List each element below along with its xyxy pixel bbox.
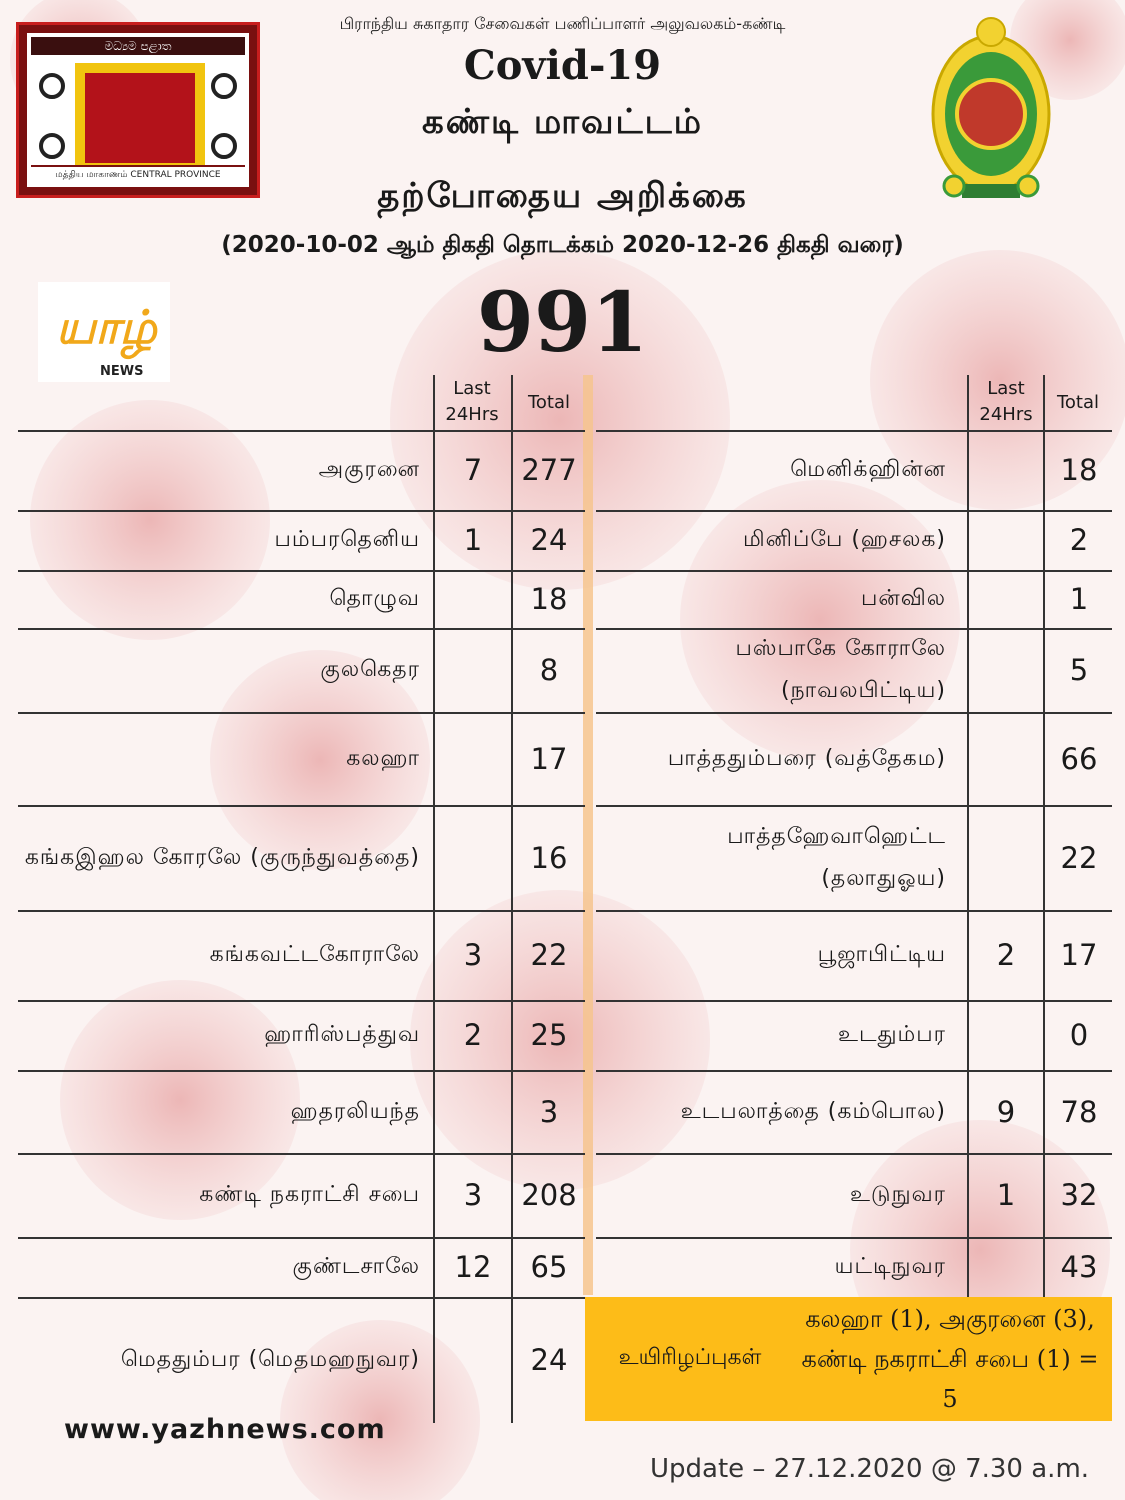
- row-divider: [18, 1297, 585, 1299]
- row-divider: [596, 805, 1112, 807]
- column-divider: [511, 375, 513, 1423]
- left-row-name: மெததும்பர (மெதமஹநுவர): [120, 1347, 420, 1372]
- left-row-total: 18: [530, 582, 568, 616]
- report-title: தற்போதைய அறிக்கை: [377, 176, 748, 216]
- row-divider: [18, 1237, 585, 1239]
- right-row-last: 1: [996, 1178, 1016, 1212]
- left-row-name: குண்டசாலே: [292, 1254, 420, 1279]
- right-row-last: 2: [996, 938, 1016, 972]
- left-row-total: 65: [530, 1250, 568, 1284]
- lion-flag-icon: [75, 63, 205, 173]
- right-row-last: [968, 510, 1044, 570]
- left-row-last: [434, 805, 512, 910]
- left-row-name: குலகெதர: [320, 657, 420, 682]
- row-divider: [18, 1070, 585, 1072]
- col-head-total-right: Total: [1056, 392, 1100, 413]
- right-row-total: 17: [1060, 938, 1098, 972]
- left-row-name: கண்டி நகராட்சி சபை: [199, 1182, 420, 1207]
- left-row-last: 3: [463, 938, 483, 972]
- col-head-total-left: Total: [527, 392, 571, 413]
- row-divider: [596, 1070, 1112, 1072]
- right-row-name: உடுநுவர: [849, 1182, 946, 1207]
- col-head-last-right: Last 24Hrs: [979, 378, 1033, 425]
- right-row-last: [968, 628, 1044, 712]
- left-row-name: கங்கஇஹல கோரலே (குருந்துவத்தை): [24, 844, 420, 870]
- left-row-name: கங்கவட்டகோராலே: [209, 942, 420, 967]
- website-url: www.yazhnews.com: [64, 1414, 386, 1445]
- row-divider: [18, 628, 585, 630]
- total-cases: 991: [476, 275, 649, 371]
- right-row-name: உடபலாத்தை (கம்பொல): [680, 1098, 946, 1124]
- wheel-icon: [39, 133, 65, 159]
- row-divider: [596, 570, 1112, 572]
- right-row-name: பன்வில: [861, 586, 946, 611]
- right-row-total: 0: [1069, 1018, 1089, 1052]
- right-row-total: 5: [1069, 653, 1089, 687]
- right-row-name: பஸ்பாகே கோராலே (நாவலபிட்டிய): [735, 636, 946, 703]
- central-province-logo: [16, 22, 260, 198]
- left-row-last: [434, 1070, 512, 1153]
- right-row-name: மினிப்பே (ஹசலக): [743, 527, 946, 552]
- row-divider: [18, 805, 585, 807]
- row-divider: [596, 430, 1112, 432]
- left-row-last: [434, 570, 512, 628]
- row-divider: [596, 1153, 1112, 1155]
- row-divider: [18, 510, 585, 512]
- wheel-icon: [39, 73, 65, 99]
- right-row-name: யட்டிநுவர: [834, 1254, 946, 1279]
- right-row-last: 9: [996, 1094, 1016, 1129]
- left-row-last: [434, 628, 512, 712]
- row-divider: [18, 910, 585, 912]
- left-row-total: 25: [530, 1018, 568, 1052]
- row-divider: [18, 712, 585, 714]
- right-row-total: 66: [1060, 741, 1098, 776]
- right-row-total: 22: [1060, 840, 1098, 875]
- left-row-total: 8: [539, 653, 559, 687]
- left-row-total: 208: [521, 1178, 577, 1212]
- right-row-last: [968, 570, 1044, 628]
- right-row-name: மெனிக்ஹின்ன: [790, 457, 946, 482]
- left-row-name: அகுரனை: [318, 457, 420, 482]
- left-row-last: 12: [454, 1250, 492, 1284]
- left-row-total: 17: [530, 741, 568, 776]
- right-row-total: 18: [1060, 453, 1098, 487]
- right-row-last: [968, 1000, 1044, 1070]
- row-divider: [18, 430, 585, 432]
- row-divider: [18, 570, 585, 572]
- left-row-total: 24: [530, 523, 568, 557]
- row-divider: [18, 1000, 585, 1002]
- column-divider: [967, 375, 969, 1297]
- yazh-logo-mark: யாழ்: [56, 300, 157, 354]
- left-row-last: 2: [463, 1018, 483, 1052]
- left-row-name: ஹதரலியந்த: [290, 1098, 420, 1124]
- left-row-total: 3: [539, 1094, 559, 1129]
- left-row-name: ஹாரிஸ்பத்துவ: [264, 1022, 420, 1047]
- district-title: கண்டி மாவட்டம்: [421, 102, 704, 142]
- sri-lanka-emblem-icon: [926, 14, 1056, 204]
- office-title: பிராந்திய சுகாதார சேவைகள் பணிப்பாளர் அலுவலகம்-கண்டி: [339, 14, 786, 33]
- wheel-icon: [211, 133, 237, 159]
- right-row-total: 32: [1060, 1178, 1098, 1212]
- right-row-name: பாத்தஹேவாஹெட்ட (தலாதுஓய): [727, 823, 946, 891]
- row-divider: [596, 628, 1112, 630]
- right-row-last: [968, 712, 1044, 805]
- wheel-icon: [211, 73, 237, 99]
- row-divider: [596, 510, 1112, 512]
- deaths-label: உயிரிழப்புகள்: [618, 1345, 762, 1370]
- left-row-last: 7: [463, 453, 483, 487]
- right-row-total: 43: [1060, 1250, 1098, 1284]
- column-divider: [1043, 375, 1045, 1297]
- right-row-total: 78: [1060, 1094, 1098, 1129]
- left-row-last: 1: [463, 523, 483, 557]
- province-logo-caption: மத்திய மாகாணம் CENTRAL PROVINCE: [31, 165, 245, 183]
- yazh-logo-news: NEWS: [100, 364, 144, 379]
- right-row-last: [968, 1237, 1044, 1297]
- left-row-last: [434, 712, 512, 805]
- left-row-name: கலஹா: [346, 745, 420, 771]
- row-divider: [596, 1000, 1112, 1002]
- left-row-last: 3: [463, 1178, 483, 1212]
- left-row-total: 277: [521, 453, 577, 487]
- yazh-news-logo: [38, 282, 170, 382]
- right-row-name: உடதும்பர: [838, 1022, 946, 1047]
- update-timestamp: Update – 27.12.2020 @ 7.30 a.m.: [650, 1454, 1090, 1484]
- left-row-total: 22: [530, 938, 568, 972]
- report-period: (2020-10-02 ஆம் திகதி தொடக்கம் 2020-12-26 திகதி வரை): [221, 232, 904, 258]
- right-row-name: பாத்ததும்பரை (வத்தேகம): [667, 745, 946, 771]
- row-divider: [596, 1237, 1112, 1239]
- row-divider: [596, 910, 1112, 912]
- right-row-last: [968, 805, 1044, 910]
- deaths-detail: கலஹா (1), அகுரனை (3), கண்டி நகராட்சி சபை (1) = 5: [801, 1305, 1099, 1413]
- left-row-total: 16: [530, 840, 568, 875]
- left-row-last: [434, 1297, 512, 1423]
- left-row-total: 24: [530, 1343, 568, 1377]
- row-divider: [18, 1153, 585, 1155]
- column-divider: [433, 375, 435, 1423]
- col-head-last-left: Last 24Hrs: [445, 378, 499, 425]
- right-row-total: 2: [1069, 523, 1089, 557]
- province-logo-banner: මධ්‍යම පළාත: [31, 37, 245, 55]
- right-row-total: 1: [1069, 582, 1089, 616]
- left-row-name: பம்பரதெனிய: [274, 527, 420, 552]
- row-divider: [596, 712, 1112, 714]
- covid-title: Covid-19: [463, 42, 662, 89]
- left-row-name: தொழுவ: [329, 586, 420, 611]
- right-row-name: பூஜாபிட்டிய: [817, 942, 946, 967]
- right-row-last: [968, 430, 1044, 510]
